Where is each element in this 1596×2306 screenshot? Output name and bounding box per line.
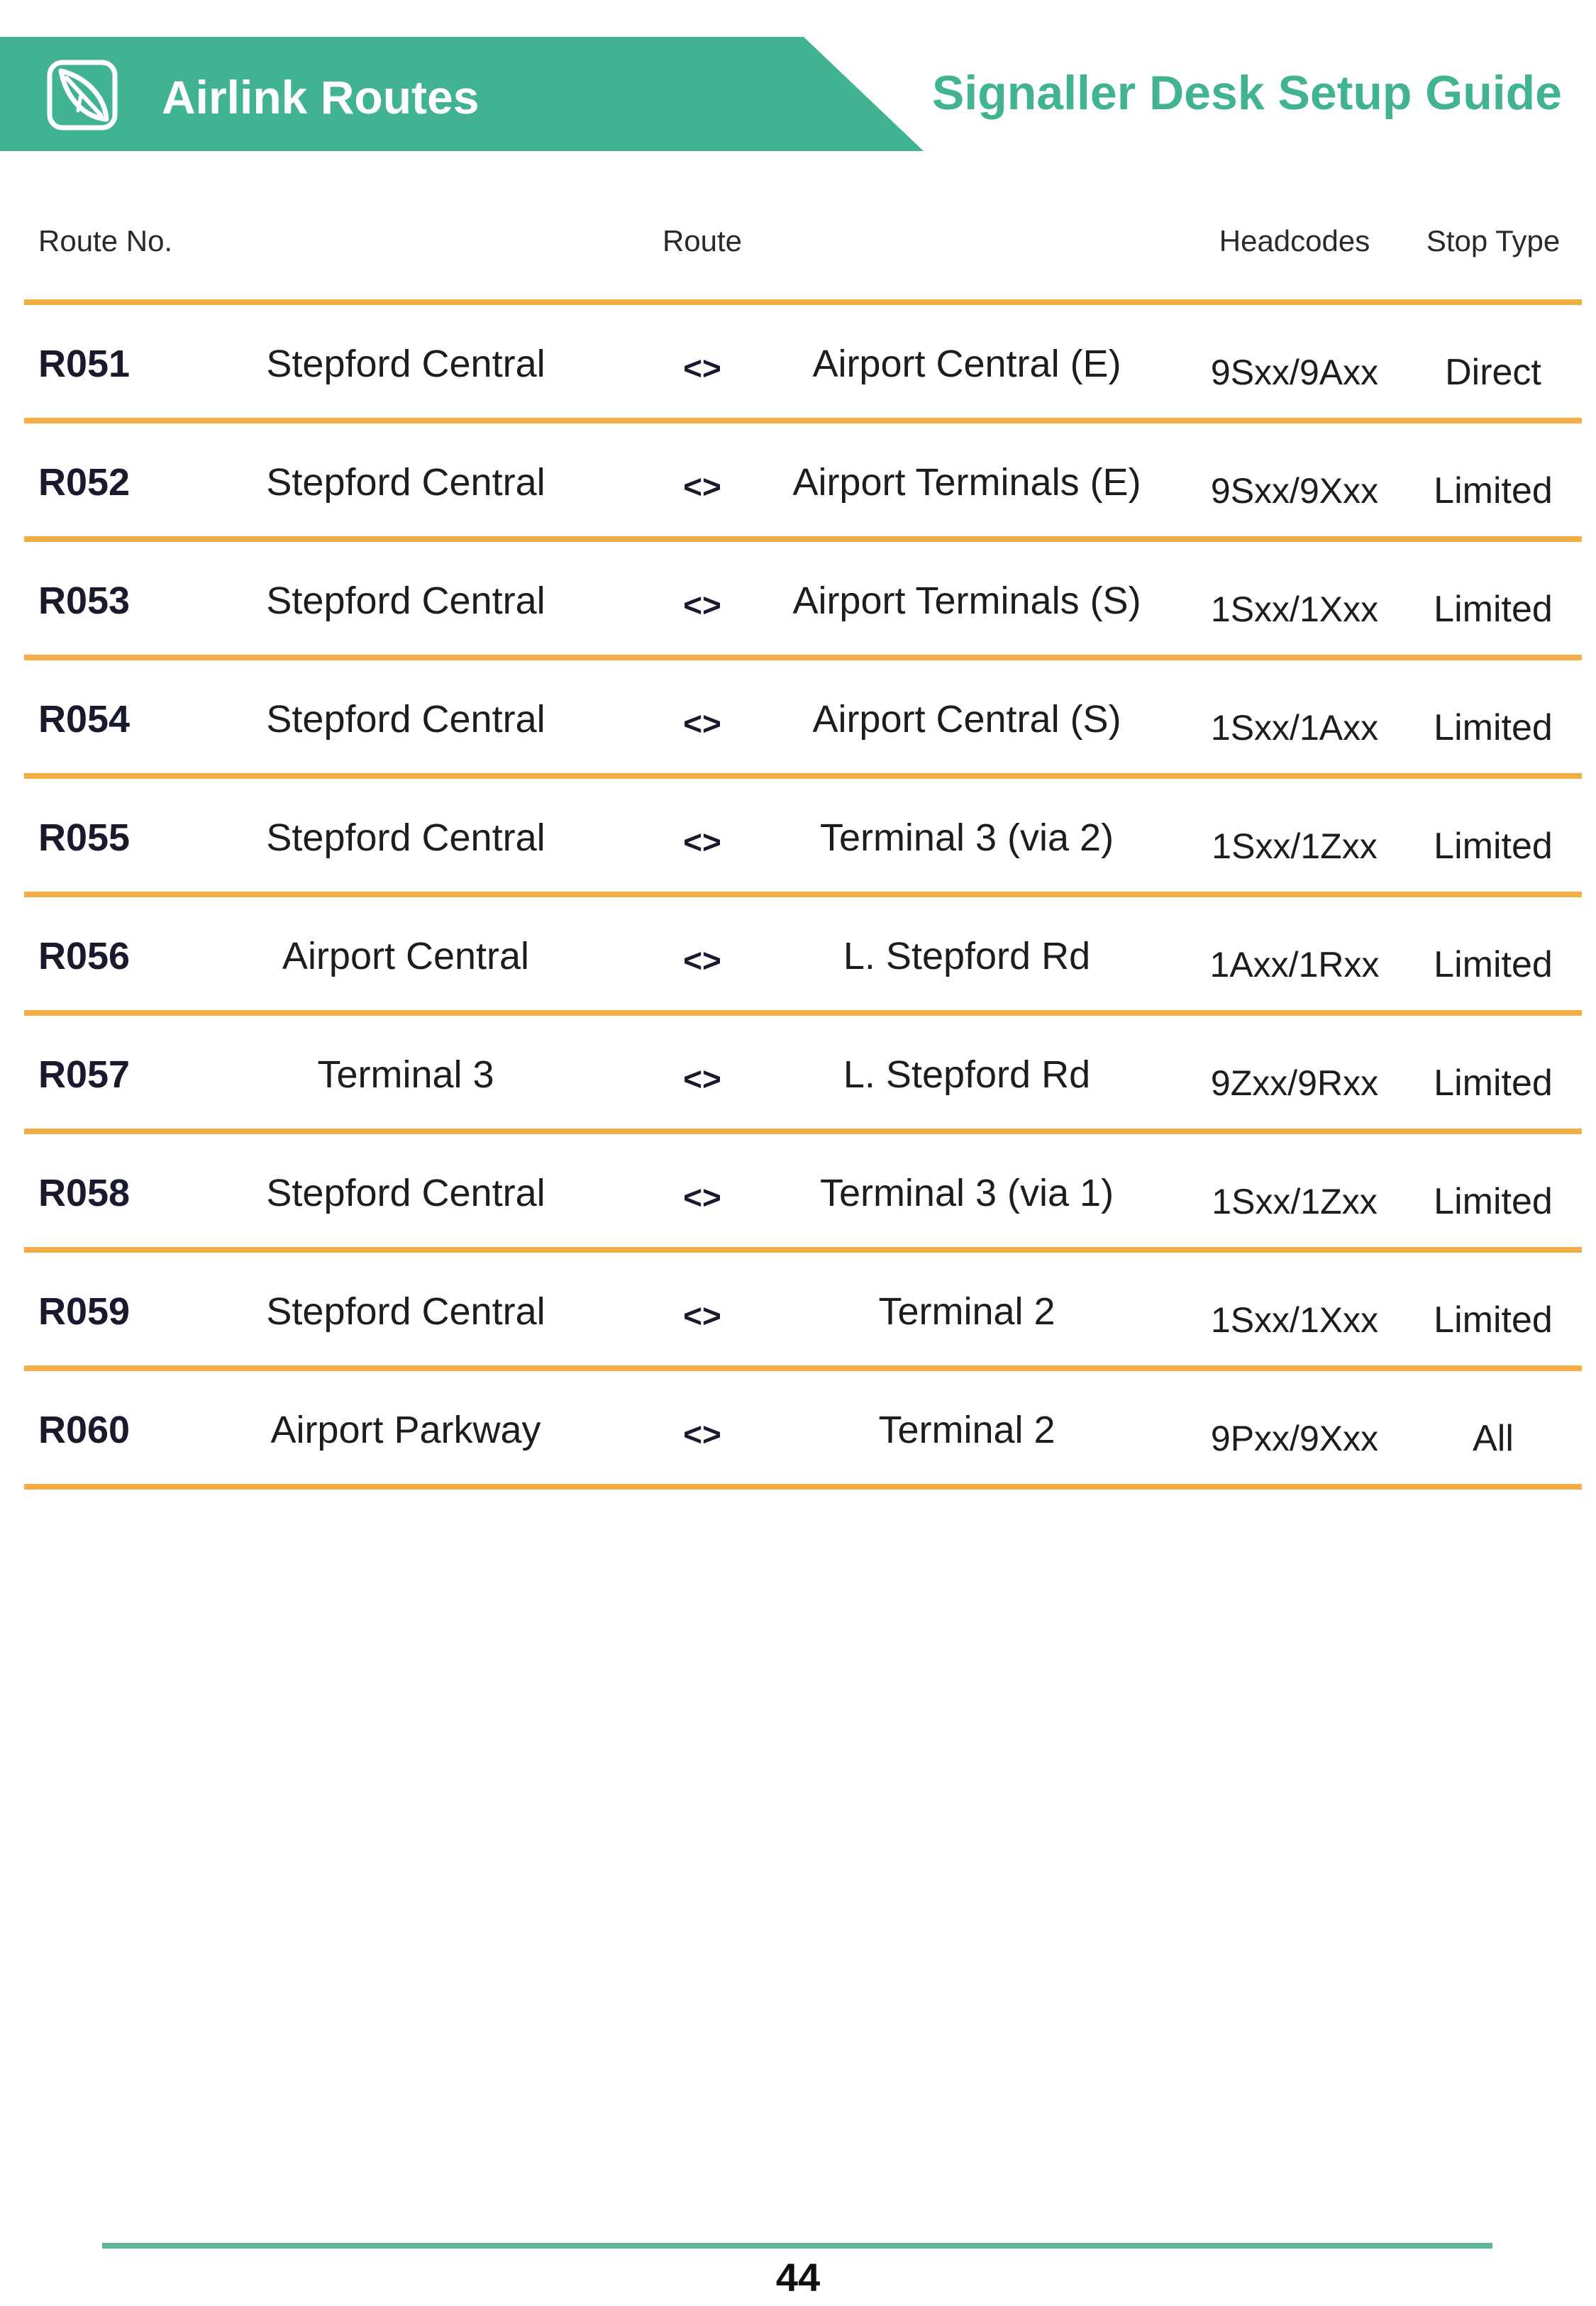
route-stop-type: Limited	[1434, 1063, 1553, 1104]
bidirectional-arrow-icon: <>	[683, 468, 721, 505]
route-stop-type: Limited	[1434, 589, 1553, 630]
bidirectional-arrow-icon: <>	[683, 705, 721, 742]
row-divider	[24, 892, 1582, 897]
route-destination: Terminal 2	[878, 1409, 1055, 1451]
route-number: R060	[38, 1409, 131, 1451]
bidirectional-arrow-icon: <>	[683, 350, 721, 387]
table-row	[0, 1371, 1596, 1490]
route-origin: Terminal 3	[317, 1053, 494, 1096]
route-destination: Airport Central (S)	[812, 698, 1121, 741]
column-header-route: Route	[662, 224, 743, 257]
row-divider	[24, 536, 1582, 542]
bidirectional-arrow-icon: <>	[683, 1297, 721, 1334]
table-row	[0, 897, 1596, 1016]
route-number: R054	[38, 698, 131, 741]
document-title: Signaller Desk Setup Guide	[931, 66, 1562, 120]
route-headcodes: 9Zxx/9Rxx	[1210, 1063, 1379, 1103]
table-row	[0, 779, 1596, 897]
route-stop-type: Limited	[1434, 1299, 1553, 1341]
route-destination: Terminal 3 (via 1)	[819, 1172, 1114, 1214]
row-divider	[24, 773, 1582, 779]
route-origin: Stepford Central	[266, 1290, 545, 1333]
row-divider	[24, 418, 1582, 423]
row-divider	[24, 1484, 1582, 1490]
route-destination: Airport Terminals (E)	[792, 461, 1141, 504]
route-origin: Stepford Central	[266, 1172, 545, 1214]
route-destination: Terminal 2	[878, 1290, 1055, 1333]
route-headcodes: 1Axx/1Rxx	[1209, 945, 1380, 985]
table-top-divider	[24, 299, 1582, 305]
bidirectional-arrow-icon: <>	[683, 824, 721, 860]
route-origin: Stepford Central	[266, 461, 545, 504]
route-number: R055	[38, 816, 131, 859]
route-stop-type: Limited	[1434, 707, 1553, 748]
route-origin: Airport Central	[282, 935, 530, 977]
bidirectional-arrow-icon: <>	[683, 942, 721, 979]
route-origin: Airport Parkway	[270, 1409, 541, 1451]
bidirectional-arrow-icon: <>	[683, 587, 721, 623]
route-number: R058	[38, 1172, 131, 1214]
route-headcodes: 1Sxx/1Zxx	[1212, 1182, 1378, 1221]
route-destination: Airport Terminals (S)	[792, 580, 1141, 622]
row-divider	[24, 1247, 1582, 1253]
route-stop-type: Limited	[1434, 826, 1553, 867]
table-row	[0, 1016, 1596, 1134]
route-number: R057	[38, 1053, 131, 1096]
route-destination: Terminal 3 (via 2)	[819, 816, 1114, 859]
route-number: R051	[38, 343, 131, 385]
section-title: Airlink Routes	[162, 71, 480, 123]
route-number: R059	[38, 1290, 131, 1333]
route-headcodes: 9Sxx/9Axx	[1210, 353, 1379, 392]
table-header	[0, 213, 1596, 270]
page-number: 44	[775, 2255, 821, 2300]
route-stop-type: Limited	[1434, 470, 1553, 511]
row-divider	[24, 1010, 1582, 1016]
routes-table	[0, 305, 1596, 1490]
route-origin: Stepford Central	[266, 580, 545, 622]
route-destination: L. Stepford Rd	[843, 935, 1091, 977]
table-row	[0, 305, 1596, 423]
table-row	[0, 660, 1596, 779]
route-headcodes: 9Pxx/9Xxx	[1210, 1419, 1379, 1458]
leaf-icon	[45, 58, 119, 132]
route-origin: Stepford Central	[266, 698, 545, 741]
route-origin: Stepford Central	[266, 816, 545, 859]
column-header-stop-type: Stop Type	[1426, 224, 1561, 257]
route-number: R052	[38, 461, 131, 504]
route-destination: L. Stepford Rd	[843, 1053, 1091, 1096]
row-divider	[24, 655, 1582, 660]
route-headcodes: 1Sxx/1Axx	[1210, 708, 1379, 748]
route-stop-type: Limited	[1434, 1181, 1553, 1222]
table-row	[0, 423, 1596, 542]
footer-divider	[102, 2243, 1492, 2249]
row-divider	[24, 1129, 1582, 1134]
route-destination: Airport Central (E)	[812, 343, 1121, 385]
route-stop-type: Limited	[1434, 944, 1553, 985]
table-row	[0, 542, 1596, 660]
row-divider	[24, 1365, 1582, 1371]
route-origin: Stepford Central	[266, 343, 545, 385]
route-number: R053	[38, 580, 131, 622]
route-headcodes: 1Sxx/1Zxx	[1212, 826, 1378, 866]
bidirectional-arrow-icon: <>	[683, 1060, 721, 1097]
route-headcodes: 1Sxx/1Xxx	[1210, 1300, 1379, 1340]
column-header-headcodes: Headcodes	[1219, 224, 1370, 257]
bidirectional-arrow-icon: <>	[683, 1416, 721, 1453]
route-headcodes: 9Sxx/9Xxx	[1210, 471, 1379, 511]
route-headcodes: 1Sxx/1Xxx	[1210, 589, 1379, 629]
route-stop-type: Direct	[1445, 352, 1541, 393]
route-number: R056	[38, 935, 131, 977]
route-stop-type: All	[1473, 1418, 1514, 1459]
bidirectional-arrow-icon: <>	[683, 1179, 721, 1216]
table-row	[0, 1253, 1596, 1371]
table-row	[0, 1134, 1596, 1253]
column-header-route-no: Route No.	[38, 224, 173, 257]
